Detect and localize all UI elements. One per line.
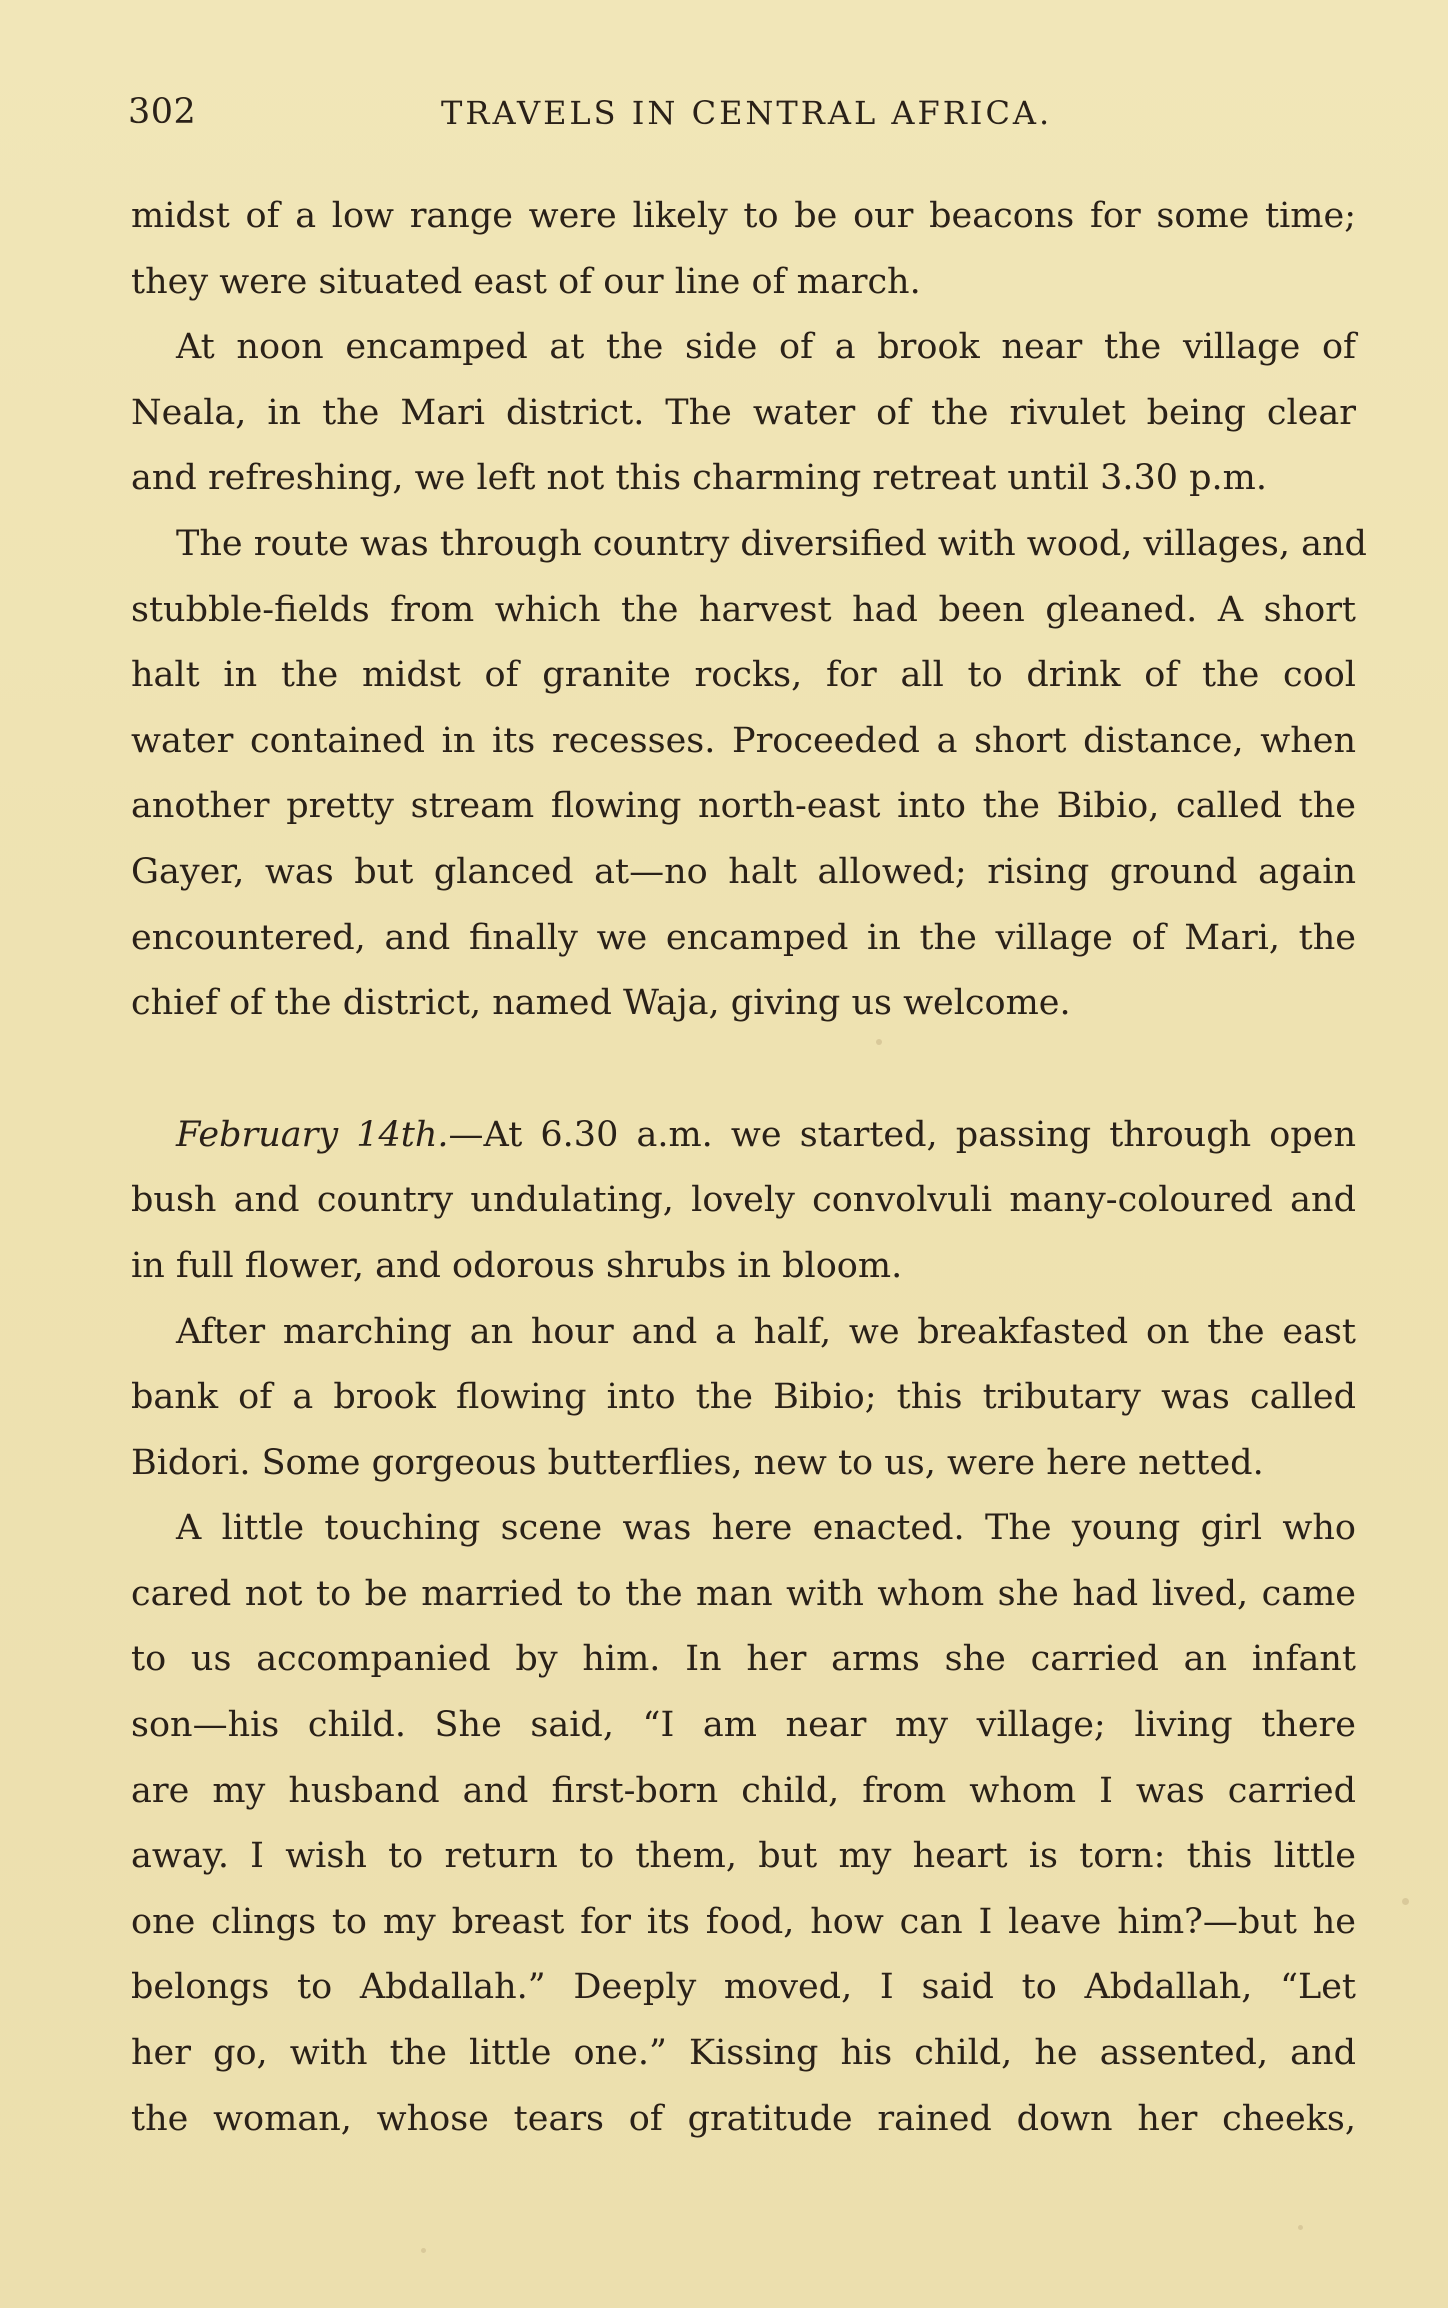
- text-line: halt in the midst of granite rocks, for all to drink of the cool: [131, 655, 1356, 696]
- text-line: belongs to Abdallah.” Deeply moved, I said to Abdallah, “Let: [131, 1967, 1356, 2008]
- paper-speck: [1402, 1898, 1409, 1905]
- page-header: [128, 92, 1358, 136]
- text-line: are my husband and first-born child, from whom I was carried: [131, 1770, 1356, 1811]
- text-line: A little touching scene was here enacted. The young girl who: [176, 1508, 1356, 1549]
- text-line: water contained in its recesses. Proceeded a short distance, when: [131, 720, 1356, 761]
- text-line: in full flower, and odorous shrubs in bloom.: [131, 1245, 903, 1286]
- text-line: son—his child. She said, “I am near my village; living there: [131, 1705, 1356, 1746]
- text-line: another pretty stream flowing north-east into the Bibio, called the: [131, 786, 1356, 827]
- text-line: cared not to be married to the man with whom she had lived, came: [131, 1573, 1356, 1614]
- text-line: they were situated east of our line of march.: [131, 261, 921, 302]
- text-line: midst of a low range were likely to be our beacons for some time;: [131, 196, 1356, 236]
- text-line: After marching an hour and a half, we breakfasted on the east: [176, 1311, 1356, 1352]
- text-line: Neala, in the Mari district. The water of the rivulet being clear: [131, 392, 1356, 433]
- text-line: and refreshing, we left not this charming retreat until 3.30 p.m.: [131, 458, 1267, 499]
- paper-speck: [876, 1039, 882, 1045]
- text-line: The route was through country diversified with wood, villages, and: [176, 523, 1367, 564]
- text-line: away. I wish to return to them, but my heart is torn: this little: [131, 1836, 1356, 1877]
- paper-speck: [1298, 2225, 1303, 2230]
- page-number: 302: [128, 92, 197, 132]
- text-line: Gayer, was but glanced at—no halt allowed; rising ground again: [131, 851, 1356, 892]
- entry-date: February 14th.: [176, 1114, 449, 1155]
- entry-text: —At 6.30 a.m. we started, passing through open: [448, 1114, 1357, 1155]
- text-line: the woman, whose tears of gratitude rained down her cheeks,: [131, 2098, 1356, 2139]
- text-line: At noon encamped at the side of a brook near the village of: [176, 327, 1356, 368]
- text-line: encountered, and finally we encamped in the village of Mari, the: [131, 917, 1356, 958]
- text-line: Bidori. Some gorgeous butterflies, new to us, were here netted.: [131, 1442, 1264, 1483]
- text-line: bank of a brook flowing into the Bibio; this tributary was called: [131, 1377, 1356, 1418]
- dated-entry-line: [131, 1103, 1356, 1169]
- text-line: one clings to my breast for its food, how can I leave him?—but he: [131, 1901, 1356, 1942]
- page-body: [131, 184, 1367, 2152]
- paper-speck: [421, 2248, 426, 2253]
- text-line: to us accompanied by him. In her arms she carried an infant: [131, 1639, 1356, 1680]
- text-line: bush and country undulating, lovely convolvuli many-coloured and: [131, 1180, 1356, 1221]
- text-line: chief of the district, named Waja, giving us welcome.: [131, 983, 1071, 1024]
- text-line: her go, with the little one.” Kissing his child, he assented, and: [131, 2033, 1356, 2074]
- text-line: stubble-fields from which the harvest had been gleaned. A short: [131, 589, 1356, 630]
- section-break: [131, 1037, 1356, 1103]
- running-title: TRAVELS IN CENTRAL AFRICA.: [441, 94, 1053, 132]
